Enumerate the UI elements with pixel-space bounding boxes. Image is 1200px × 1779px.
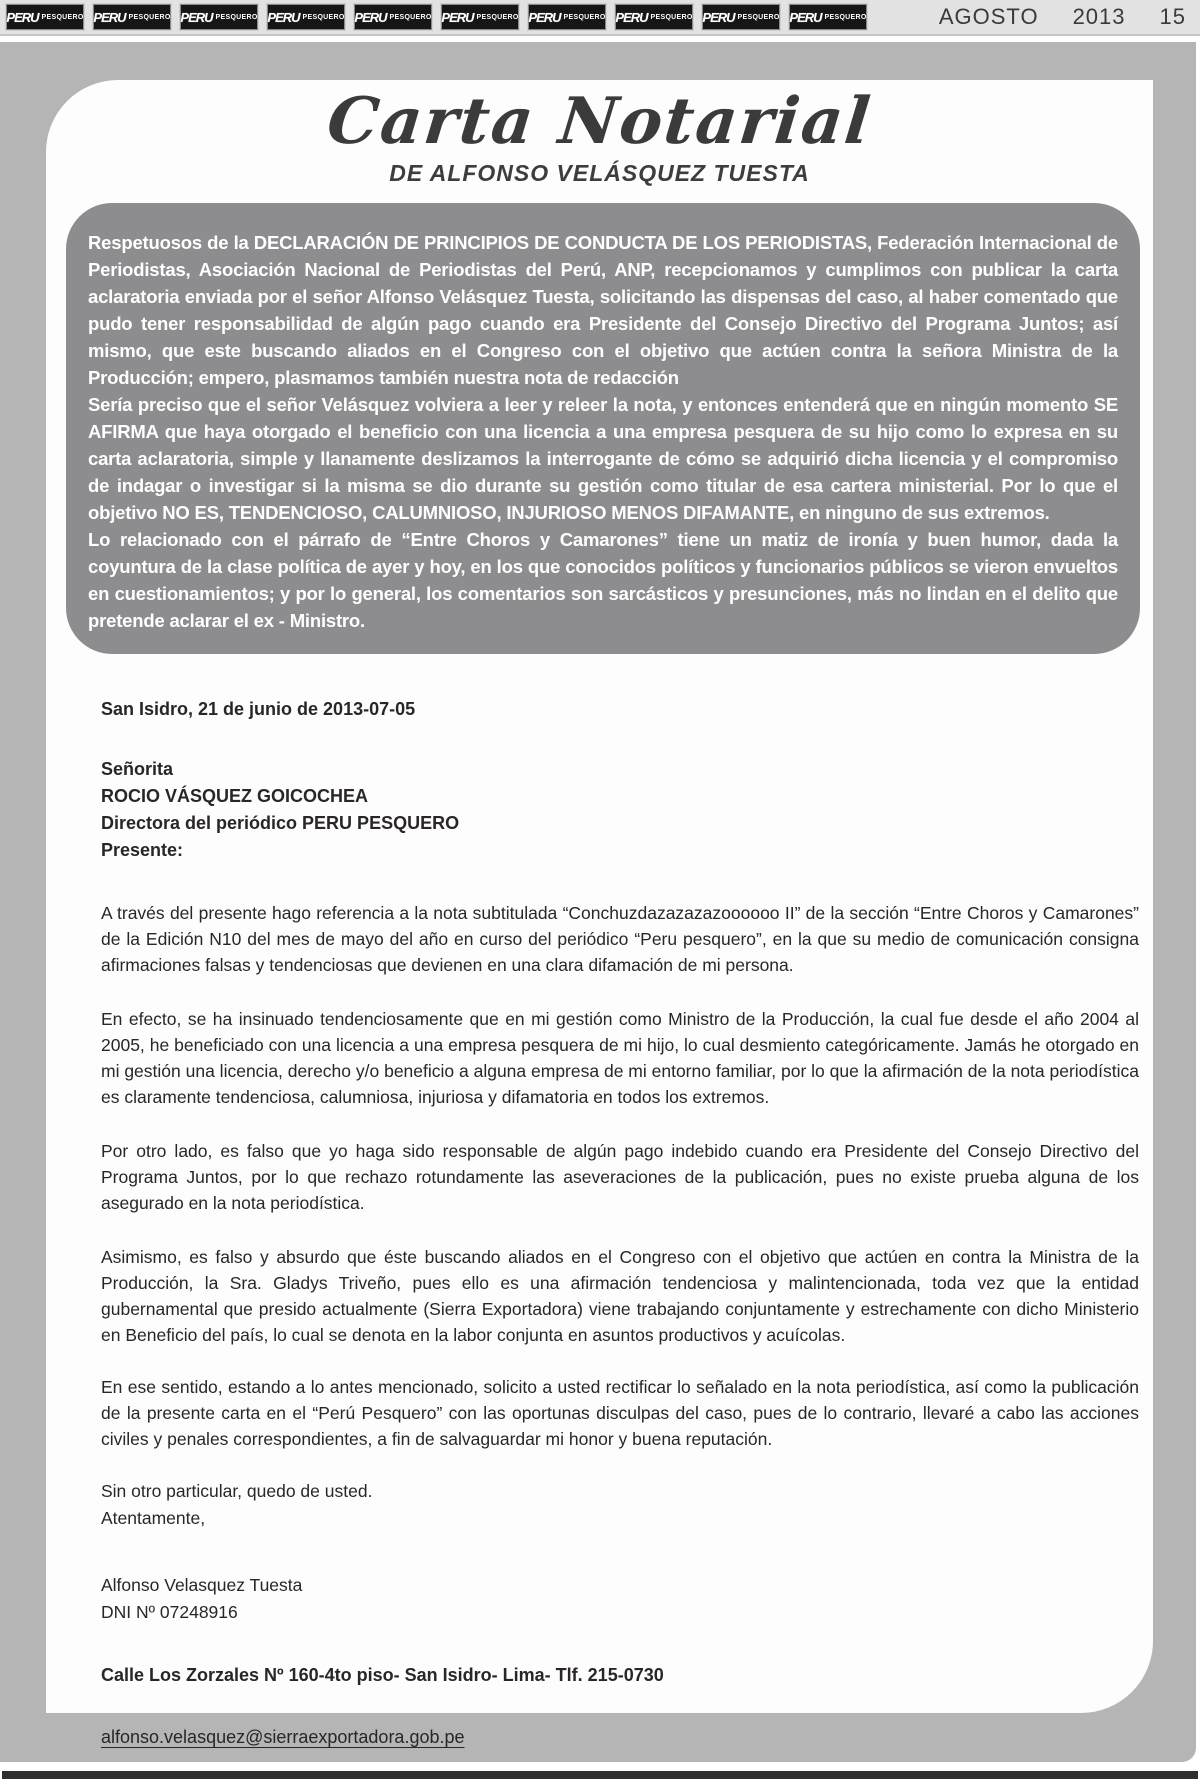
peru-pesquero-logo: PERU PESQUERO xyxy=(441,4,519,30)
peru-pesquero-logo: PERU PESQUERO xyxy=(354,4,432,30)
editorial-note-paragraph: Respetuosos de la DECLARACIÓN DE PRINCIPIOS DE CONDUCTA DE LOS PERIODISTAS, Federación Internacional de Periodistas, Asociación Nacional de Periodistas del Perú, ANP, recepcionamos y cumplimos con publicar la carta aclaratoria enviada por el señor Alfonso Velásquez Tuesta, solicitando las dispensas del caso, al haber comentado que pudo tener responsabilidad de algún pago cuando era Presidente del Consejo Directivo del Programa Juntos; así mismo, que este buscando aliados en el Congreso con el objetivo que actúen contra la señora Ministra de la Producción; empero, plasmamos también nuestra nota de redacción xyxy=(88,232,1118,388)
signature-dni: DNI Nº 07248916 xyxy=(101,1602,238,1622)
peru-pesquero-logo: PERU PESQUERO xyxy=(615,4,693,30)
page-title: Carta Notarial xyxy=(323,84,876,159)
page-frame xyxy=(0,42,1196,1762)
recipient-line: Directora del periódico PERU PESQUERO xyxy=(101,813,460,833)
editorial-note-paragraph: Sería preciso que el señor Velásquez volviera a leer y releer la nota, y entonces entenderá que en ningún momento SE AFIRMA que haya otorgado el beneficio con una licencia a una empresa pesquera de su hijo como lo expresa en su carta aclaratoria, simple y llanamente deslizamos la interrogante de cómo se adquirió dicha licencia y el compromiso de indagar o investigar si la misma se dio durante su gestión como titular de esa cartera ministerial. Por lo que el objetivo NO ES, TENDENCIOSO, CALUMNIOSO, INJURIOSO MENOS DIFAMANTE, en ninguno de sus extremos. xyxy=(88,394,1118,523)
peru-pesquero-logo: PERU PESQUERO xyxy=(789,4,867,30)
closing-line: Sin otro particular, quedo de usted. xyxy=(101,1481,373,1501)
letter-paragraph: A través del presente hago referencia a la nota subtitulada “Conchuzdazazazazoooooo II” de la sección “Entre Choros y Camarones” de la Edición N10 del mes de mayo del año en curso del periódico “Peru pesquero”, en la que su medio de comunicación consigna afirmaciones falsas y tendenciosas que devienen en una clara difamación de mi persona. xyxy=(101,903,1139,975)
letter-closing xyxy=(101,1478,1139,1532)
editorial-note-box xyxy=(66,203,1140,654)
peru-pesquero-logo: PERU PESQUERO xyxy=(93,4,171,30)
sender-email: alfonso.velasquez@sierraexportadora.gob.pe xyxy=(101,1727,465,1747)
recipient-line: ROCIO VÁSQUEZ GOICOCHEA xyxy=(101,786,369,806)
sender-address: Calle Los Zorzales Nº 160-4to piso- San Isidro- Lima- Tlf. 215-0730 xyxy=(101,1665,664,1685)
recipient-line: Presente: xyxy=(101,840,184,860)
issue-year: 2013 xyxy=(1072,4,1126,29)
logo-peru-text: PERU xyxy=(6,9,39,25)
masthead xyxy=(46,80,1153,187)
logo-pesquero-text: PESQUERO xyxy=(41,13,84,21)
closing-line: Atentamente, xyxy=(101,1508,206,1528)
bottom-rule xyxy=(2,1771,1198,1779)
peru-pesquero-logo xyxy=(6,4,84,30)
page-header xyxy=(0,0,1200,36)
letter-body xyxy=(101,696,1139,1750)
letter-paragraph: En efecto, se ha insinuado tendenciosamente que en mi gestión como Ministro de la Producción, la cual fue desde el año 2004 al 2005, he beneficiado con una licencia a una empresa pesquera de mi hijo, lo cual desmiento categóricamente. Jamás he otorgado en mi gestión una licencia, derecho y/o beneficio a alguna empresa de mi entorno familiar, por lo que la afirmación de la nota periodística es claramente tendenciosa, calumniosa, injuriosa y difamatoria en todos los extremos. xyxy=(101,1009,1139,1107)
letter-paragraph: Por otro lado, es falso que yo haga sido responsable de algún pago indebido cuando era Presidente del Consejo Directivo del Programa Juntos, por lo que rechazo rotundamente las aseveraciones de la publicación, pues no existe prueba alguna de los asegurado en la nota periodística. xyxy=(101,1141,1139,1213)
signature-name: Alfonso Velasquez Tuesta xyxy=(101,1575,303,1595)
issue-info xyxy=(939,4,1186,30)
peru-pesquero-logo: PERU PESQUERO xyxy=(180,4,258,30)
letter-paragraph: En ese sentido, estando a lo antes mencionado, solicito a usted rectificar lo señalado en la nota periodística, así como la publicación de la presente carta en el “Perú Pesquero” con las oportunas disculpas del caso, pues de lo contrario, llevaré a cabo las acciones civiles y penales correspondientes, a fin de salvaguardar mi honor y buena reputación. xyxy=(101,1377,1139,1449)
logo-strip xyxy=(6,4,867,30)
peru-pesquero-logo: PERU PESQUERO xyxy=(267,4,345,30)
editorial-note-paragraph: Lo relacionado con el párrafo de “Entre Choros y Camarones” tiene un matiz de ironía y buen humor, dada la coyuntura de la clase política de ayer y hoy, en los que conocidos políticos y funcionarios públicos se vieron envueltos en cuestionamientos; y por lo general, los comentarios son sarcásticos y presunciones, más no lindan en el delito que pretende aclarar el ex - Ministro. xyxy=(88,529,1118,631)
letter-recipient xyxy=(101,756,1139,864)
letter-signature xyxy=(101,1572,1139,1626)
issue-month: AGOSTO xyxy=(938,4,1039,29)
peru-pesquero-logo: PERU PESQUERO xyxy=(702,4,780,30)
letter-paragraph: Asimismo, es falso y absurdo que éste buscando aliados en el Congreso con el objetivo que actúen en contra la Ministra de la Producción, la Sra. Gladys Triveño, pues ello es una afirmación tendenciosa y malintencionada, toda vez que la entidad gubernamental que presido actualmente (Sierra Exportadora) viene trabajando conjuntamente y estrechamente con dicho Ministerio en Beneficio del país, lo cual se denota en la labor conjunta en asuntos productivos y acuícolas. xyxy=(101,1247,1139,1345)
page-subtitle: DE ALFONSO VELÁSQUEZ TUESTA xyxy=(389,160,810,186)
content-panel xyxy=(46,80,1153,1747)
letter-date: San Isidro, 21 de junio de 2013-07-05 xyxy=(101,699,416,719)
peru-pesquero-logo: PERU PESQUERO xyxy=(528,4,606,30)
page-number: 15 xyxy=(1159,4,1186,29)
recipient-line: Señorita xyxy=(101,759,174,779)
